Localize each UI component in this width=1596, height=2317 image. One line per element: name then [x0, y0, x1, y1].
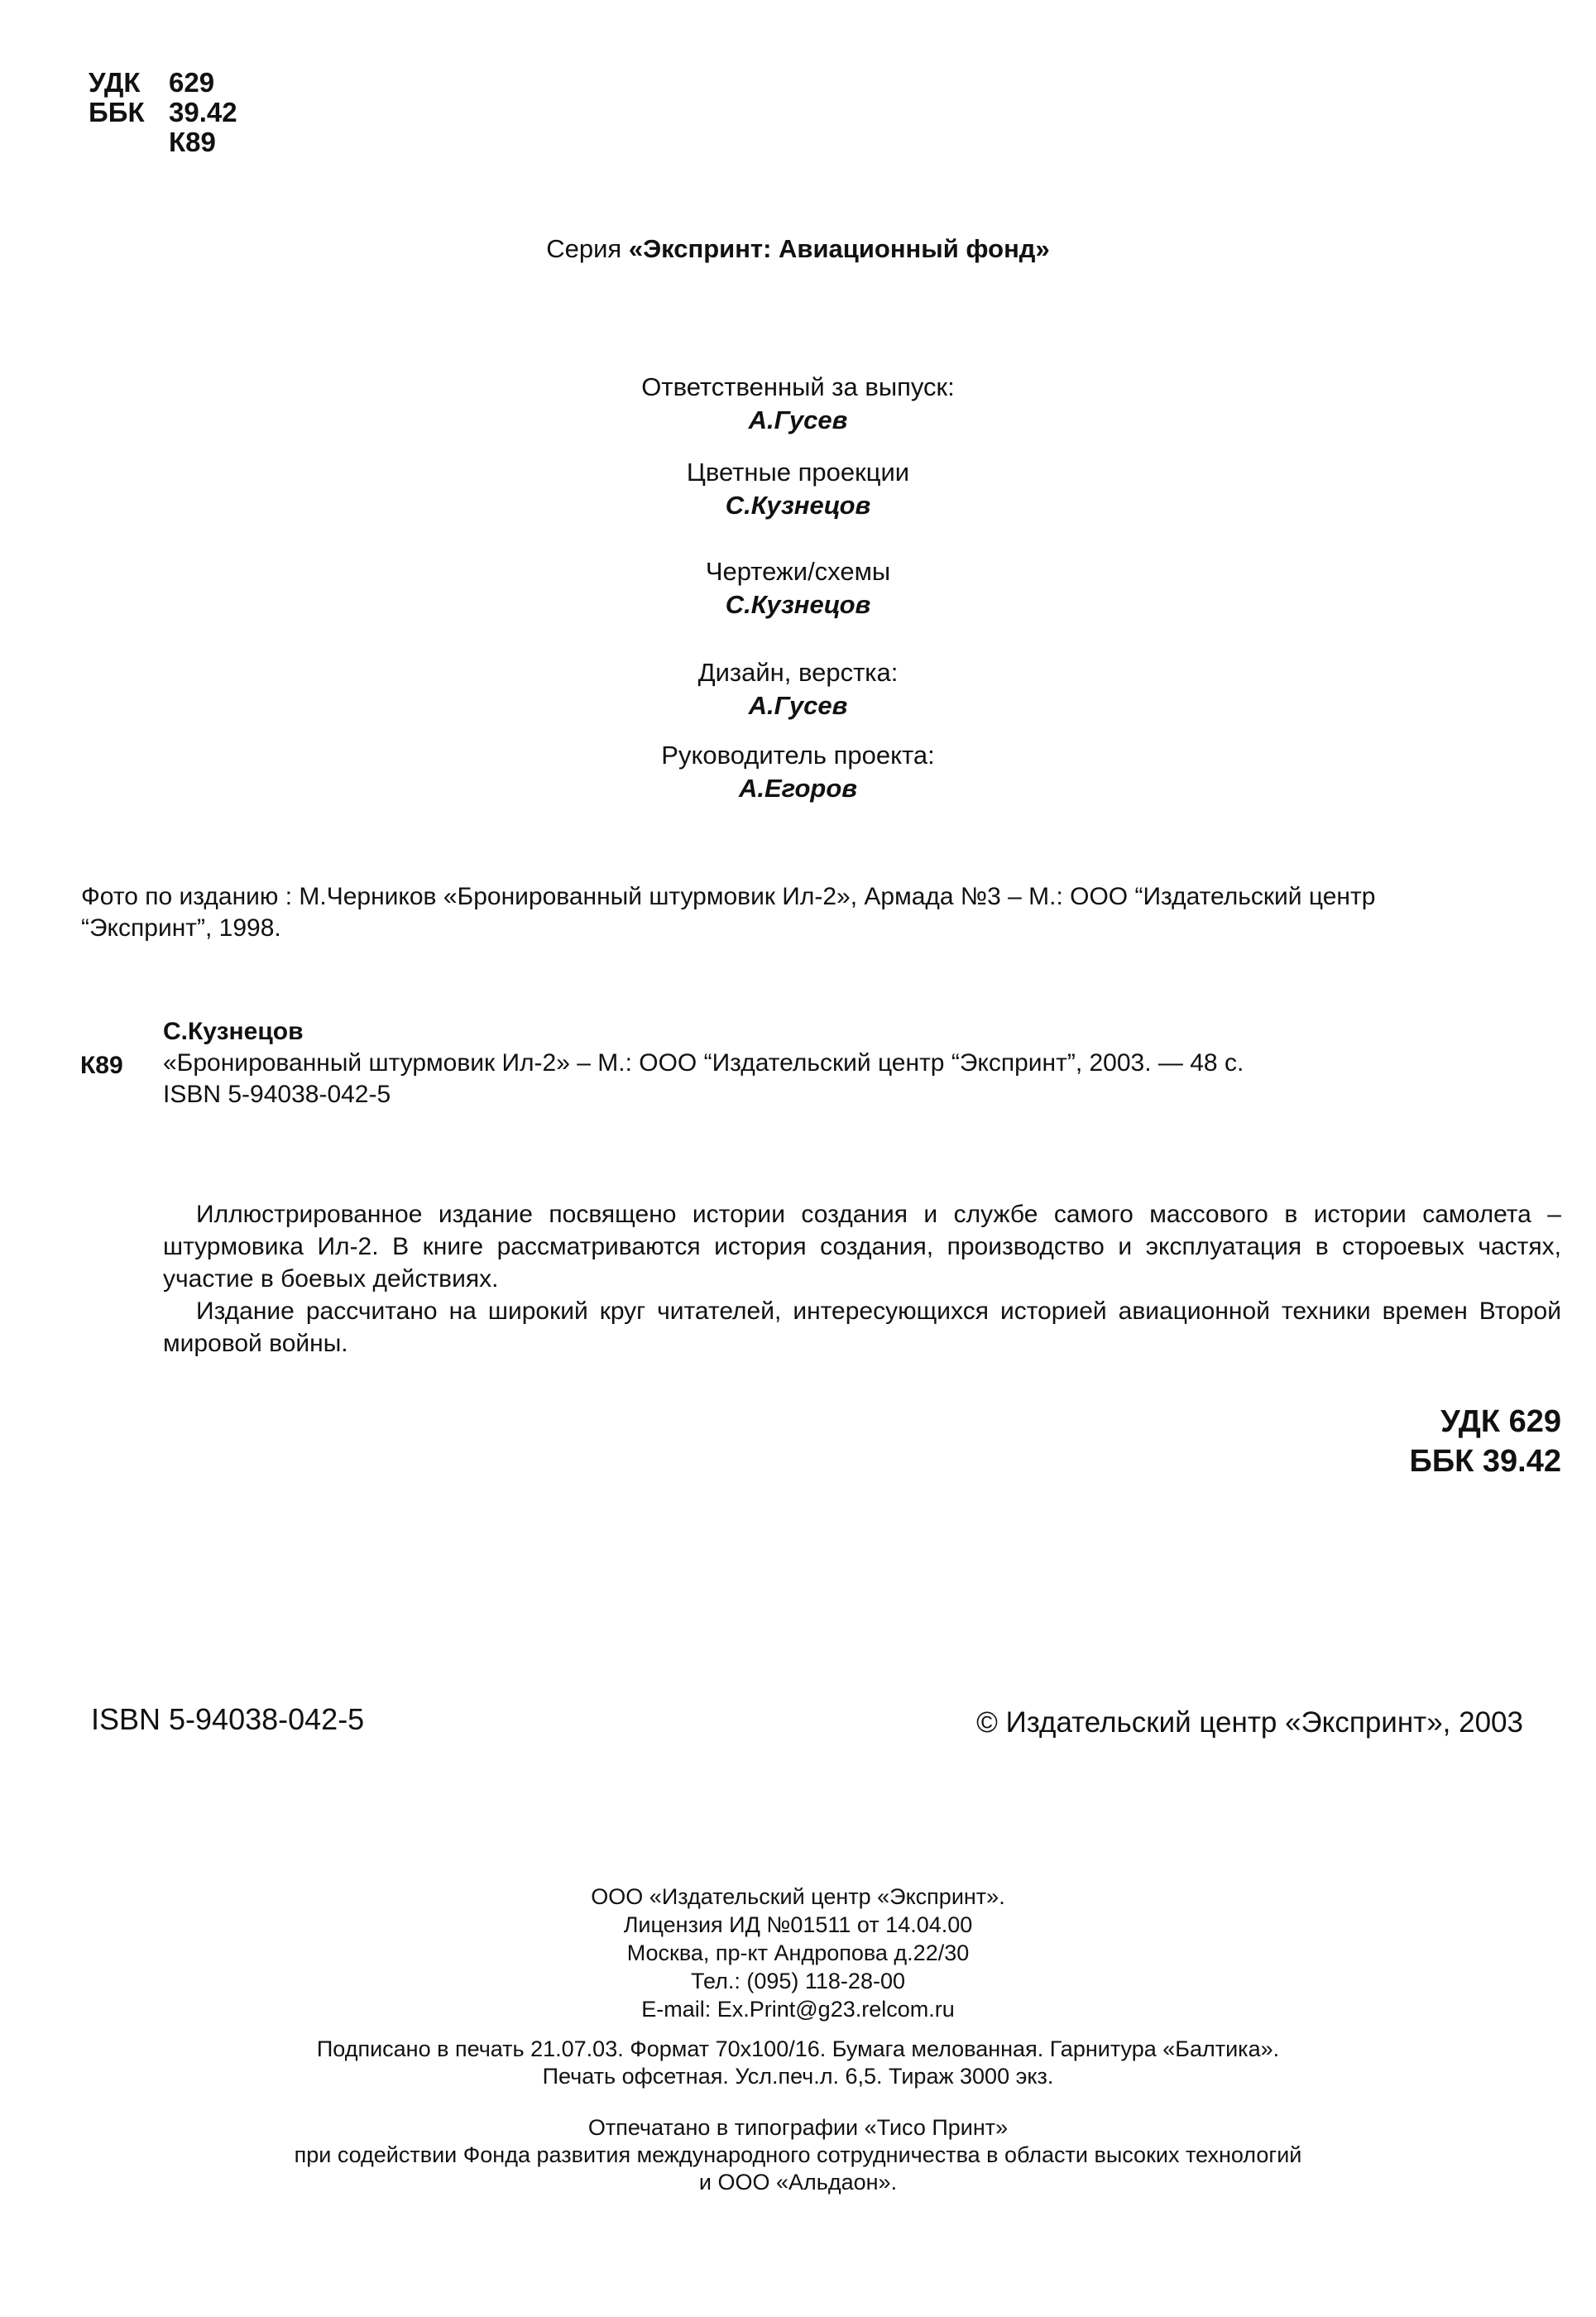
credit-person: С.Кузнецов	[725, 491, 871, 520]
series-line	[0, 234, 1596, 264]
credit-color-projections	[0, 456, 1596, 522]
photo-note-line2: “Экспринт”, 1998.	[81, 914, 281, 942]
udk-value: 629	[169, 67, 215, 98]
bbk-label: ББК	[89, 97, 145, 127]
annotation	[163, 1198, 1561, 1360]
series-prefix: Серия	[546, 234, 629, 263]
credit-person: А.Гусев	[748, 691, 848, 720]
credit-person: А.Егоров	[739, 774, 857, 803]
credit-design	[0, 656, 1596, 722]
bibliographic-record	[80, 1016, 1487, 1111]
typography-line: Отпечатано в типографии «Тисо Принт»	[587, 2115, 1009, 2140]
udk-block	[89, 68, 237, 157]
typography-info	[0, 2114, 1596, 2196]
publisher-info	[0, 1883, 1596, 2023]
bbk-value: 39.42	[169, 97, 237, 127]
credit-person: С.Кузнецов	[725, 590, 871, 619]
print-info-line: Печать офсетная. Усл.печ.л. 6,5. Тираж 3000 экз.	[542, 2064, 1054, 2089]
udk-right-block	[1410, 1402, 1561, 1481]
bbk-row	[89, 98, 237, 127]
print-info-line: Подписано в печать 21.07.03. Формат 70х100/16. Бумага мелованная. Гарнитура «Балтика».	[316, 2036, 1280, 2061]
biblio-code: К89	[80, 1052, 123, 1079]
typography-line: при содействии Фонда развития международного сотрудничества в области высоких технологий	[294, 2142, 1302, 2167]
biblio-isbn: ISBN 5-94038-042-5	[163, 1081, 391, 1108]
credit-role: Руководитель проекта:	[661, 741, 935, 770]
publisher-license: Лицензия ИД №01511 от 14.04.00	[623, 1912, 973, 1937]
udk-right: УДК 629	[1440, 1404, 1561, 1439]
publisher-name: ООО «Издательский центр «Экспринт».	[591, 1884, 1005, 1909]
isbn-footer: ISBN 5-94038-042-5	[91, 1702, 365, 1736]
credit-drawings	[0, 555, 1596, 621]
author-code: К89	[169, 127, 216, 157]
photo-note-line1: Фото по изданию : М.Черников «Бронированный штурмовик Ил-2», Армада №3 – М.: ООО “Издательский центр	[81, 883, 1376, 910]
credit-release	[0, 371, 1596, 437]
udk-row	[89, 68, 237, 98]
credit-role: Дизайн, верстка:	[697, 658, 899, 687]
annotation-paragraph: Иллюстрированное издание посвящено истории создания и службе самого массового в истории самолета – штурмовика Ил-2. В книге рассматриваются история создания, производство и эксплуатация в стороевых частях, участие в боевых действиях.	[163, 1201, 1561, 1293]
copyright: © Издательский центр «Экспринт», 2003	[976, 1706, 1523, 1739]
credit-role: Цветные проекции	[686, 458, 910, 487]
annotation-paragraph: Издание рассчитано на широкий круг читателей, интересующихся историей авиационной техники времен Второй мировой войны.	[163, 1298, 1561, 1357]
publisher-address: Москва, пр-кт Андропова д.22/30	[626, 1940, 970, 1965]
credit-project-lead	[0, 739, 1596, 805]
biblio-title: «Бронированный штурмовик Ил-2» – М.: ООО “Издательский центр “Экспринт”, 2003. — 48 с.	[163, 1049, 1244, 1077]
bbk-right: ББК 39.42	[1409, 1444, 1561, 1479]
credit-person: А.Гусев	[748, 405, 848, 434]
series-name: «Экспринт: Авиационный фонд»	[628, 234, 1050, 263]
publisher-email: E-mail: Ex.Print@g23.relcom.ru	[641, 1997, 955, 2022]
publisher-phone: Тел.: (095) 118-28-00	[691, 1969, 905, 1993]
photo-note	[81, 881, 1537, 944]
print-info	[0, 2036, 1596, 2090]
biblio-author: С.Кузнецов	[163, 1018, 304, 1045]
author-code-row	[89, 127, 237, 157]
udk-label: УДК	[89, 67, 141, 98]
credit-role: Чертежи/схемы	[705, 557, 891, 586]
credit-role: Ответственный за выпуск:	[641, 372, 955, 401]
typography-line: и ООО «Альдаон».	[698, 2170, 898, 2195]
